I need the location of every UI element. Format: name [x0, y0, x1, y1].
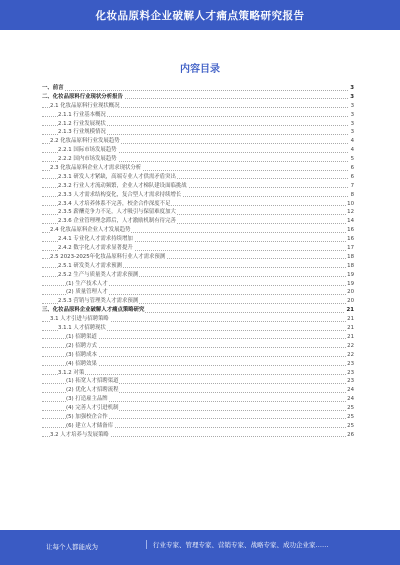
toc-entry-title: (1) 生产技术人才 — [66, 280, 108, 287]
toc-entry[interactable] — [42, 93, 354, 102]
toc-entry[interactable] — [42, 342, 354, 351]
toc-entry[interactable] — [42, 315, 354, 324]
toc-entry-page: 20 — [347, 289, 354, 296]
toc-entry-page: 25 — [347, 413, 354, 420]
toc-entry-title: 2.2.2 国内市场发展趋势 — [58, 156, 117, 163]
toc-entry-title: 3.2 人才培养与发展策略 — [50, 431, 109, 438]
toc-entry[interactable] — [42, 200, 354, 209]
toc-entry-page: 19 — [347, 280, 354, 287]
toc-entry-title: (1) 招聘渠道 — [66, 333, 97, 340]
toc-entry-page: 25 — [347, 405, 354, 412]
toc-entry-title: 2.1.2 行业发展现状 — [58, 120, 106, 127]
toc-entry-title: 2.4.2 数字化人才需求显著提升 — [58, 245, 133, 252]
toc-entry-title: 2.3.1 研发人才紧缺，高端专业人才供需矛盾突出 — [58, 173, 176, 180]
toc-leader-dots — [42, 90, 348, 91]
toc-entry-page: 24 — [347, 396, 354, 403]
toc-entry-title: 2.3.4 人才培养体系不完善，校企合作深度不足 — [58, 200, 171, 207]
toc-entry[interactable] — [42, 217, 354, 226]
toc-entry[interactable] — [42, 155, 354, 164]
toc-entry[interactable] — [42, 351, 354, 360]
toc-entry-title: (5) 加强校企合作 — [66, 413, 108, 420]
toc-entry-page: 12 — [347, 209, 354, 216]
toc-entry-page: 10 — [347, 200, 354, 207]
toc-entry[interactable] — [42, 324, 354, 333]
toc-entry[interactable] — [42, 164, 354, 173]
toc-entry[interactable] — [42, 262, 354, 271]
toc-entry[interactable] — [42, 128, 354, 137]
toc-entry-page: 3 — [350, 85, 354, 91]
toc-entry-title: 2.3.5 薪酬竞争力不足，人才吸引与保留难度加大 — [58, 209, 176, 216]
toc-entry-page: 16 — [347, 236, 354, 243]
toc-entry-page: 3 — [350, 93, 354, 100]
toc-entry-page: 16 — [347, 227, 354, 234]
toc-entry-title: 3.1.2 对策 — [58, 369, 85, 376]
toc-entry-title: (2) 优化人才招聘流程 — [66, 387, 119, 394]
toc-entry[interactable] — [42, 377, 354, 386]
report-header-bar — [0, 0, 400, 30]
toc-entry-title: 二、化妆品原料行业现状分析报告 — [42, 93, 123, 100]
toc-entry-title: 2.3.3 人才需求结构变化，复合型人才需求持续增长 — [58, 191, 182, 198]
toc-entry[interactable] — [42, 360, 354, 369]
toc-entry-page: 23 — [347, 369, 354, 376]
toc-entry-page: 3 — [350, 111, 354, 118]
toc-entry[interactable] — [42, 431, 354, 440]
toc-entry[interactable] — [42, 173, 354, 182]
toc-heading: 内容目录 — [180, 64, 220, 75]
toc-entry[interactable] — [42, 111, 354, 120]
toc-entry[interactable] — [42, 288, 354, 297]
toc-entry-title: (3) 招聘成本 — [66, 351, 97, 358]
toc-entry[interactable] — [42, 235, 354, 244]
toc-entry[interactable] — [42, 253, 354, 262]
toc-entry-title: 3.1 人才引进与招聘策略 — [50, 316, 109, 323]
report-title: 化妆品原料企业破解人才痛点策略研究报告 — [95, 10, 305, 22]
toc-entry-title: 2.1 化妆品原料行业现状概况 — [50, 102, 120, 109]
toc-entry-page: 5 — [350, 156, 354, 163]
toc-entry[interactable] — [42, 120, 354, 129]
toc-entry[interactable] — [42, 84, 354, 93]
toc-entry-title: 2.2.1 国际市场发展趋势 — [58, 147, 117, 154]
toc-entry-page: 19 — [347, 271, 354, 278]
toc-entry-title: 3.1.1 人才招聘现状 — [58, 325, 106, 332]
toc-entry-page: 3 — [350, 120, 354, 127]
toc-entry-page: 18 — [347, 262, 354, 269]
toc-entry-title: 2.5.3 营销与管理类人才需求预测 — [58, 298, 139, 305]
toc-entry[interactable] — [42, 404, 354, 413]
toc-entry[interactable] — [42, 208, 354, 217]
toc-entry-title: 三、化妆品原料企业破解人才痛点策略研究 — [42, 307, 145, 314]
toc-entry-page: 20 — [347, 298, 354, 305]
toc-entry[interactable] — [42, 306, 354, 315]
footer-slogan: 让每个人都能成为 — [46, 543, 98, 551]
toc-entry-page: 22 — [347, 351, 354, 358]
toc-entry-page: 26 — [347, 431, 354, 438]
toc-entry[interactable] — [42, 226, 354, 235]
toc-entry[interactable] — [42, 369, 354, 378]
toc-entry-title: (3) 打造雇主品牌 — [66, 396, 108, 403]
toc-entry-title: 2.3.2 行业人才流动频繁，企业人才梯队建设面临挑战 — [58, 182, 187, 189]
footer-bar — [0, 530, 400, 565]
toc-entry-title: (4) 完善人才引进机制 — [66, 405, 119, 412]
toc-entry-title: 2.1.1 行业基本概况 — [58, 111, 106, 118]
toc-entry-title: 2.1.3 行业规模情况 — [58, 129, 106, 136]
footer-tagline: 行业专家、管理专家、营销专家、战略专家、成功企业家…… — [146, 540, 329, 549]
toc-entry[interactable] — [42, 422, 354, 431]
toc-entry[interactable] — [42, 102, 354, 111]
toc-entry[interactable] — [42, 297, 354, 306]
toc-entry-page: 14 — [347, 218, 354, 225]
toc-entry-title: 2.2 化妆品原料行业发展趋势 — [50, 138, 120, 145]
toc-entry-page: 8 — [350, 191, 354, 198]
toc-entry-title: (2) 质量管理人才 — [66, 289, 108, 296]
toc-entry-title: 2.5 2023-2025年化妆品原料行业人才需求预测 — [50, 253, 166, 260]
toc-entry[interactable] — [42, 146, 354, 155]
toc-entry-title: 一、前言 — [42, 85, 64, 91]
toc-entry-page: 21 — [347, 333, 354, 340]
toc-entry-page: 6 — [350, 165, 354, 172]
toc-entry-title: 2.5.1 研发类人才需求预测 — [58, 262, 122, 269]
toc-entry[interactable] — [42, 137, 354, 146]
toc-entry-page: 18 — [347, 253, 354, 260]
toc-entry[interactable] — [42, 271, 354, 280]
toc-entry-page: 24 — [347, 387, 354, 394]
toc-entry-page: 21 — [346, 307, 354, 314]
toc-entry-page: 3 — [350, 129, 354, 136]
toc-entry[interactable] — [42, 333, 354, 342]
toc-entry-title: 2.4.1 专业化人才需求持续增加 — [58, 236, 133, 243]
toc-entry-page: 21 — [347, 316, 354, 323]
toc-entry-title: 2.3.6 企业管理理念滞后，人才激励机制有待完善 — [58, 218, 176, 225]
toc-entry-page: 4 — [350, 138, 354, 145]
toc-entry-page: 3 — [350, 102, 354, 109]
toc-entry[interactable] — [42, 191, 354, 200]
toc-entry-page: 6 — [350, 173, 354, 180]
toc-entry[interactable] — [42, 280, 354, 289]
toc-entry-title: 2.4 化妆品原料企业人才发展趋势 — [50, 227, 131, 234]
toc-entry-title: (1) 拓宽人才招聘渠道 — [66, 378, 119, 385]
toc-entry-title: 2.5.2 生产与质量类人才需求预测 — [58, 271, 139, 278]
toc-entry-title: (4) 招聘效果 — [66, 360, 97, 367]
toc-entry[interactable] — [42, 395, 354, 404]
toc-entry-page: 23 — [347, 378, 354, 385]
toc-entry[interactable] — [42, 413, 354, 422]
toc-entry-page: 21 — [347, 325, 354, 332]
toc-entry[interactable] — [42, 182, 354, 191]
table-of-contents — [42, 84, 354, 440]
toc-entry-title: (2) 招聘方式 — [66, 342, 97, 349]
toc-entry[interactable] — [42, 386, 354, 395]
toc-entry-title: 2.3 化妆品原料企业人才需求现状分析 — [50, 165, 142, 172]
toc-entry-page: 17 — [347, 245, 354, 252]
toc-entry[interactable] — [42, 244, 354, 253]
toc-entry-title: (6) 建立人才储备库 — [66, 422, 114, 429]
toc-leader-dots — [42, 374, 348, 375]
toc-entry-page: 23 — [347, 360, 354, 367]
toc-entry-page: 22 — [347, 342, 354, 349]
toc-entry-page: 25 — [347, 422, 354, 429]
toc-entry-page: 4 — [350, 147, 354, 154]
toc-entry-page: 7 — [350, 182, 354, 189]
